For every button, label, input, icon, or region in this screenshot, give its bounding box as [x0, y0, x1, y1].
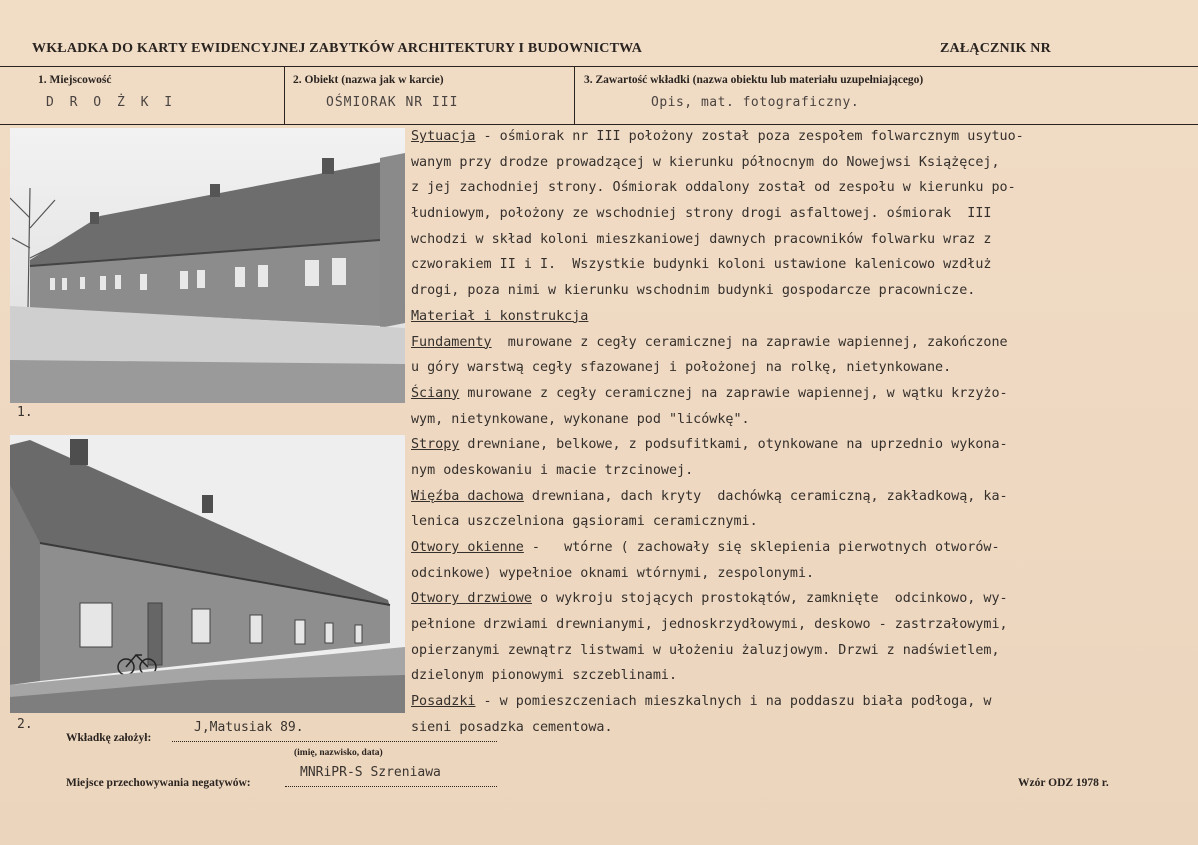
description-text-run: - w pomieszczeniach mieszkalnych i na poddaszu biała podłoga, w — [475, 694, 992, 710]
description-line — [411, 535, 1183, 561]
annex-label: ZAŁĄCZNIK NR — [940, 41, 1051, 56]
author-value: J,Matusiak 89. — [194, 720, 304, 735]
section-heading: Materiał i konstrukcja — [411, 308, 589, 324]
description-text-run: murowane z cegły ceramicznej na zaprawie wapiennej, w wątku krzyżo- — [459, 385, 1008, 401]
section-heading: Stropy — [411, 437, 460, 453]
section-heading: Posadzki — [411, 694, 476, 710]
storage-dotted-line — [285, 786, 497, 787]
description-line — [411, 689, 1183, 715]
description-line — [411, 124, 1183, 150]
description-line — [411, 355, 1183, 381]
description-text-run: lenica uszczelniona gąsiorami ceramicznymi. — [411, 514, 758, 530]
photo-2-image — [10, 435, 405, 713]
photo-2 — [10, 435, 405, 713]
description-text-run: wym, nietynkowane, wykonane pod "licówkę". — [411, 411, 750, 427]
field-value-locality: D R O Ż K I — [46, 95, 177, 110]
description-line — [411, 227, 1183, 253]
description-line — [411, 150, 1183, 176]
description-line — [411, 715, 1183, 741]
description-text-run: o wykroju stojących prostokątów, zamknięte odcinkowo, wy- — [531, 591, 1008, 607]
field-divider-2 — [574, 66, 575, 124]
description-line — [411, 586, 1183, 612]
description-line — [411, 175, 1183, 201]
description-line — [411, 561, 1183, 587]
description-line — [411, 252, 1183, 278]
description-text-run: wchodzi w skład koloni mieszkaniowej dawnych pracowników folwarku wraz z — [411, 231, 992, 247]
description-text-run: sieni posadzka cementowa. — [411, 719, 613, 735]
description-text-run: wanym przy drodze prowadzącej w kierunku północnym do Nowejwsi Książęcej, — [411, 154, 1000, 170]
description-line — [411, 278, 1183, 304]
field-label-locality: 1. Miejscowość — [38, 74, 112, 86]
description-text-run: odcinkowe) wypełnioe oknami wtórnymi, zespolonymi. — [411, 565, 815, 581]
description-text-run: drewniana, dach kryty dachówką ceramiczną, zakładkową, ka- — [523, 488, 1008, 504]
description-text-run: dzielonym pionowymi szczeblinami. — [411, 668, 678, 684]
section-heading: Ściany — [411, 385, 460, 401]
description-line — [411, 612, 1183, 638]
description-line — [411, 458, 1183, 484]
description-text-run: łudniowym, położony ze wschodniej strony drogi asfaltowej. ośmiorak III — [411, 206, 992, 222]
photo-1 — [10, 128, 405, 403]
field-label-object: 2. Obiekt (nazwa jak w karcie) — [293, 74, 444, 86]
description-line — [411, 484, 1183, 510]
field-value-contents: Opis, mat. fotograficzny. — [651, 95, 860, 110]
author-label: Wkładkę założył: — [66, 732, 152, 744]
description-line — [411, 663, 1183, 689]
description-text — [411, 124, 1183, 741]
document-title: WKŁADKA DO KARTY EWIDENCYJNEJ ZABYTKÓW ARCHITEKTURY I BUDOWNICTWA — [32, 41, 643, 56]
description-text-run: opierzanymi zewnątrz listwami w ułożeniu żaluzjowym. Drzwi z nadświetlem, — [411, 642, 1000, 658]
description-text-run: drewniane, belkowe, z podsufitkami, otynkowane na uprzednio wykona- — [459, 437, 1008, 453]
photo-1-number: 1. — [17, 405, 33, 420]
description-line — [411, 304, 1183, 330]
description-line — [411, 381, 1183, 407]
photo-2-number: 2. — [17, 717, 33, 732]
description-text-run: nym odeskowaniu i macie trzcinowej. — [411, 462, 694, 478]
section-heading: Otwory drzwiowe — [411, 591, 532, 607]
description-text-run: pełnione drzwiami drewnianymi, jednoskrzydłowymi, deskowo - zastrzałowymi, — [411, 617, 1008, 633]
description-line — [411, 201, 1183, 227]
field-value-object: OŚMIORAK NR III — [326, 95, 459, 110]
description-line — [411, 432, 1183, 458]
storage-label: Miejsce przechowywania negatywów: — [66, 777, 251, 789]
section-heading: Więźba dachowa — [411, 488, 524, 504]
section-heading: Fundamenty — [411, 334, 492, 350]
header-rule-top — [0, 66, 1198, 67]
description-text-run: - ośmiorak nr III położony został poza zespołem folwarcznym usytuo- — [475, 129, 1024, 144]
photo-1-image — [10, 128, 405, 403]
section-heading: Sytuacja — [411, 129, 476, 144]
description-text-run: u góry warstwą cegły sfazowanej i położonej na rolkę, nietynkowane. — [411, 360, 952, 376]
description-text-run: drogi, poza nimi w kierunku wschodnim budynki gospodarcze pracownicze. — [411, 283, 976, 299]
description-line — [411, 330, 1183, 356]
description-text-run: z jej zachodniej strony. Ośmiorak oddalony został od zespołu w kierunku po- — [411, 180, 1016, 196]
author-hint: (imię, nazwisko, data) — [294, 748, 383, 758]
field-label-contents: 3. Zawartość wkładki (nazwa obiektu lub materiału uzupełniającego) — [584, 74, 924, 86]
description-line — [411, 638, 1183, 664]
section-heading: Otwory okienne — [411, 540, 524, 555]
description-text-run: murowane z cegły ceramicznej na zaprawie wapiennej, zakończone — [491, 334, 1008, 350]
storage-value: MNRiPR-S Szreniawa — [300, 765, 441, 780]
description-text-run: - wtórne ( zachowały się sklepienia pierwotnych otworów- — [523, 540, 1000, 555]
field-divider-1 — [284, 66, 285, 124]
description-text-run: czworakiem II i I. Wszystkie budynki koloni ustawione kalenicowo wzdłuż — [411, 257, 992, 273]
form-code: Wzór ODZ 1978 r. — [1018, 777, 1109, 789]
description-line — [411, 407, 1183, 433]
author-dotted-line — [172, 741, 497, 742]
description-line — [411, 509, 1183, 535]
